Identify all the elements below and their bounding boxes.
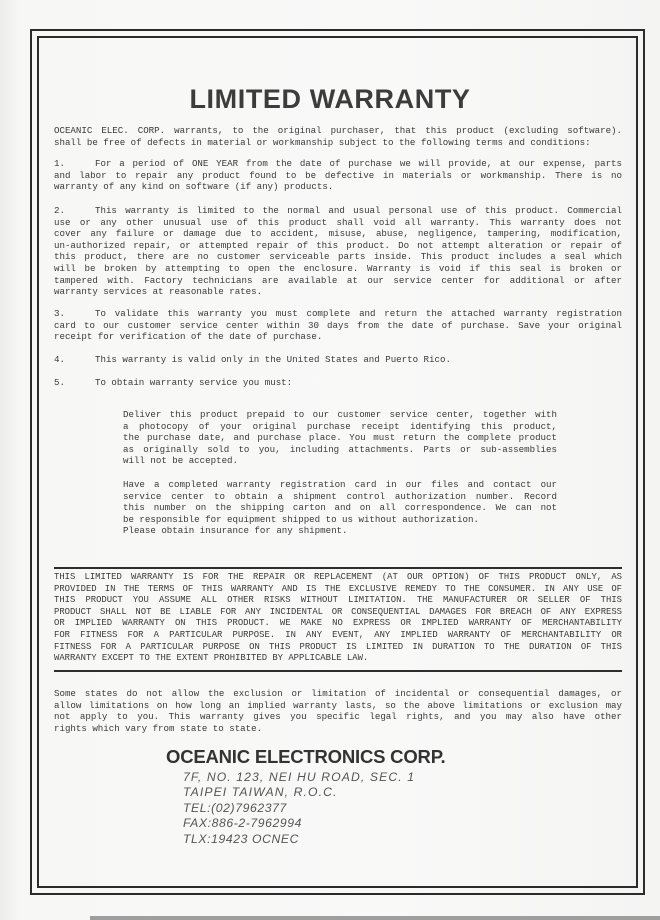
clause-line: and labor to repair any product found to be defective in materials or workmanship. There is no bbox=[54, 169, 622, 181]
disclaimer-line: PRODUCT SHALL NOT BE LIABLE FOR ANY INCIDENTAL OR CONSEQUENTIAL DAMAGES FOR BREACH OF ANY EXPRESS bbox=[54, 606, 622, 617]
company-telephone: TEL:(02)7962377 bbox=[183, 800, 287, 815]
step-line: Have a completed warranty registration card in our files and contact our bbox=[123, 479, 557, 490]
company-name: OCEANIC ELECTRONICS CORP. bbox=[166, 746, 446, 767]
clause-2 bbox=[54, 205, 622, 298]
clause-4 bbox=[54, 354, 622, 366]
clause-line: receipt for verification of the date of purchase. bbox=[54, 331, 323, 343]
clause-number: 4. bbox=[54, 354, 65, 365]
company-telex: TLX:19423 OCNEC bbox=[183, 831, 300, 846]
clause-1 bbox=[54, 158, 622, 193]
step-line: the purchase date, and purchase place. You must return the complete product bbox=[123, 432, 557, 444]
step-line: a photocopy of your original purchase receipt identifying this product, bbox=[123, 420, 557, 432]
clause-5 bbox=[54, 377, 622, 389]
state-rights-line: rights which vary from state to state. bbox=[54, 722, 263, 734]
clause-line: For a period of ONE YEAR from the date of purchase we will provide, at our expense, parts bbox=[95, 158, 622, 169]
company-info bbox=[166, 746, 445, 847]
disclaimer-line: FOR FITNESS FOR A PARTICULAR PURPOSE. IN ANY EVENT, ANY IMPLIED WARRANTY OF MERCHANTABILITY OR bbox=[54, 629, 622, 640]
step-line: be responsible for equipment shipped to us without authorization. bbox=[123, 513, 479, 525]
company-address-line-2: TAIPEI TAIWAN, R.O.C. bbox=[183, 785, 338, 800]
intro-line: shall be free of defects in material or workmanship subject to the following terms and conditions: bbox=[54, 136, 591, 148]
clause-line: use or any other unusual use of this product shall void all warranty. This warranty does not bbox=[54, 216, 622, 228]
clause-line: To validate this warranty you must complete and return the attached warranty registration bbox=[95, 308, 622, 319]
clause-number: 5. bbox=[54, 377, 65, 388]
clause-line: warranty services at reasonable rates. bbox=[54, 286, 263, 298]
state-rights-line: Some states do not allow the exclusion or limitation of incidental or consequential damages, or bbox=[54, 688, 622, 699]
disclaimer-line: FITNESS FOR A PARTICULAR PURPOSE ON THIS PRODUCT IS LIMITED IN DURATION TO THE DURATION OF THIS bbox=[54, 641, 622, 652]
clause-line: un-authorized repair, or attempted repair of this product. Do not attempt alteration or repair of bbox=[54, 239, 622, 251]
disclaimer-paragraph bbox=[54, 572, 622, 665]
clause-line: To obtain warranty service you must: bbox=[95, 377, 293, 388]
step-line: will not be accepted. bbox=[123, 455, 238, 467]
disclaimer-line: OR IMPLIED WARRANTY ON THIS PRODUCT. WE MAKE NO EXPRESS OR IMPLIED WARRANTY OF MERCHANTABILITY bbox=[54, 618, 622, 629]
clause-line: warranty of any kind on software (if any) products. bbox=[54, 181, 334, 193]
state-rights-line: not apply to you. This warranty gives you specific legal rights, and you may also have other bbox=[54, 711, 622, 723]
divider-bottom bbox=[54, 670, 622, 672]
step-line: service center to obtain a shipment control authorization number. Record bbox=[123, 490, 557, 502]
scan-edge bbox=[90, 916, 660, 920]
disclaimer-line: THIS PRODUCT YOU ASSUME ALL OTHER RISKS WITHOUT LIMITATION. THE MANUFACTURER OR SELLER OF THIS bbox=[54, 595, 622, 606]
divider-top bbox=[54, 567, 622, 569]
step-line: Please obtain insurance for any shipment. bbox=[123, 525, 348, 537]
intro-line: OCEANIC ELEC. CORP. warrants, to the original purchaser, that this product (excluding software). bbox=[54, 125, 622, 136]
step-line: Deliver this product prepaid to our customer service center, together with bbox=[123, 409, 557, 420]
step-line: as originally sold to you, including attachments. Parts or sub-assemblies bbox=[123, 443, 557, 455]
company-fax: FAX:886-2-7962994 bbox=[183, 816, 303, 831]
disclaimer-line: THIS LIMITED WARRANTY IS FOR THE REPAIR OR REPLACEMENT (AT OUR OPTION) OF THIS PRODUCT ONLY, AS bbox=[54, 572, 622, 582]
clause-line: will be broken by attempting to open the enclosure. Warranty is void if this seal is broken or bbox=[54, 262, 622, 274]
intro-paragraph bbox=[54, 125, 622, 148]
state-rights-paragraph bbox=[54, 688, 622, 734]
clause-line: tampered with. Factory technicians are available at our service center for additional or after bbox=[54, 274, 622, 286]
step-line: this number on the shipping carton and on all correspondence. We can not bbox=[123, 502, 557, 514]
disclaimer-line: WARRANTY EXCEPT TO THE EXTENT PROHIBITED BY APPLICABLE LAW. bbox=[54, 653, 369, 664]
disclaimer-line: PROVIDED IN THE TERMS OF THIS WARRANTY AND IS THE EXCLUSIVE REMEDY TO THE CONSUMER. IN ANY USE OF bbox=[54, 583, 622, 594]
clause-line: This warranty is valid only in the United States and Puerto Rico. bbox=[95, 354, 451, 365]
clause-line: card to our customer service center within 30 days from the date of purchase. Save your original bbox=[54, 319, 622, 331]
company-address-line-1: 7F, NO. 123, NEI HU ROAD, SEC. 1 bbox=[183, 770, 416, 784]
clause-line: this product, there are no customer serviceable parts inside. This product includes a seal which bbox=[54, 251, 622, 263]
clause-line: cover any failure or damage due to accident, misuse, abuse, negligence, tampering, modification, bbox=[54, 228, 622, 240]
clause-number: 2. bbox=[54, 205, 65, 216]
page-title: LIMITED WARRANTY bbox=[189, 84, 471, 114]
clause-3 bbox=[54, 308, 622, 343]
clause-number: 3. bbox=[54, 308, 65, 319]
clause-number: 1. bbox=[54, 158, 65, 169]
state-rights-line: allow limitations on how long an implied warranty lasts, so the above limitations or exclusion may bbox=[54, 699, 622, 711]
service-step-deliver bbox=[123, 409, 557, 467]
clause-line: This warranty is limited to the normal and usual personal use of this product. Commercial bbox=[95, 205, 622, 216]
service-step-registration bbox=[123, 479, 557, 537]
